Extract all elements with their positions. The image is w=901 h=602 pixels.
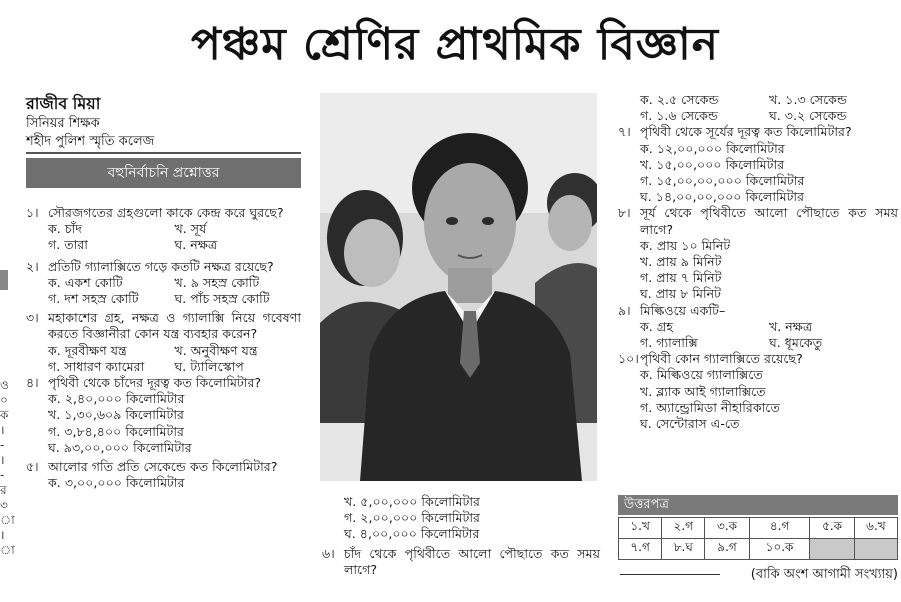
answer-cell: ৮.ঘ (662, 539, 705, 560)
author-institution: শহীদ পুলিশ স্মৃতি কলেজ (26, 134, 155, 149)
question-4: ৪। পৃথিবী থেকে চাঁদের দূরত্ব কত কিলোমিটার? (26, 375, 262, 391)
student-photo (320, 93, 597, 481)
author-byline (26, 93, 154, 151)
answer-cell: ৭.গ (619, 539, 662, 560)
question-1: ১। সৌরজগতের গ্রহগুলো কাকে কেন্দ্র করে ঘুরছে? (26, 205, 284, 220)
question-8: ৮। সূর্য থেকে পৃথিবীতে আলো পৌছাতে কত সময় লাগে? (618, 205, 898, 237)
continued-note: (বাকি অংশ আগামী সংখ্যায়) (750, 567, 898, 582)
edge-text-fragment: ও ০ ক । - । - র ৩ া । া (0, 378, 15, 557)
question-2-options: ক. একশ কোটি খ. ৯ সহস্র কোটি গ. দশ সহস্র কোটি ঘ. পাঁচ সহস্র কোটি (48, 274, 270, 307)
question-9-options: ক. গ্রহ খ. নক্ষত্র গ. গ্যালাক্সি ঘ. ধূমকেতু (640, 318, 823, 351)
answer-cell: ৩.ক (705, 518, 749, 539)
question-10: ১০। পৃথিবী কোন গ্যালাক্সিতে রয়েছে? (618, 351, 803, 367)
byline-divider (26, 152, 301, 154)
page-title: পঞ্চম শ্রেণির প্রাথমিক বিজ্ঞান (190, 19, 720, 70)
answer-row-2 (619, 539, 898, 560)
question-5: ৫। আলোর গতি প্রতি সেকেন্ডে কত কিলোমিটার? (26, 459, 278, 475)
answer-key-table (618, 517, 898, 560)
question-3-options: ক. দূরবীক্ষণ যন্ত্র খ. অনুবীক্ষণ যন্ত্র গ. সাধারণ ক্যামেরা ঘ. ট্যালিস্কোপ (48, 342, 258, 374)
question-10-options: ক. মিল্কিওয়ে গ্যালাক্সিতে খ. ব্ল্যাক আই গ্যালাক্সিতে গ. অ্যান্ড্রোমিডা নীহারিকাতে ঘ. সেন্টোরাস এ-তে (640, 367, 780, 432)
question-4-options: ক. ২,৪০,০০০ কিলোমিটার খ. ১,৩০,৬০৯ কিলোমিটার গ. ৩,৮৪,৪০০ কিলোমিটার ঘ. ৯৩,০০,০০০ কিলোমিটার (48, 391, 192, 455)
question-9: ৯। মিল্কিওয়ে একটি– (618, 302, 726, 318)
answer-cell: ২.গ (662, 518, 705, 539)
answer-cell: ৫.ক (810, 518, 854, 539)
question-6: ৬। চাঁদ থেকে পৃথিবীতে আলো পৌছাতে কত সময় লাগে? (322, 545, 600, 577)
question-1-options: ক. চাঁদ খ. সূর্য গ. তারা ঘ. নক্ষত্র (48, 221, 218, 253)
student-photo-illustration (320, 93, 597, 481)
question-5-options: ক. ৩,০০,০০০ কিলোমিটার (48, 475, 185, 491)
question-3: ৩। মহাকাশের গ্রহ, নক্ষত্র ও গ্যালাক্সি নিয়ে গবেষণা করতে বিজ্ঞানীরা কোন যন্ত্র ব্যবহার করেন? (26, 310, 301, 342)
column-2 (322, 494, 600, 578)
question-6-options: ক. ২.৫ সেকেন্ড খ. ১.৩ সেকেন্ড গ. ১.৬ সেকেন্ড ঘ. ৩.২ সেকেন্ড (640, 92, 847, 124)
author-name: রাজীব মিয়া (26, 94, 101, 113)
answer-cell-empty (810, 539, 854, 560)
column-3 (618, 92, 898, 432)
question-2: ২। প্রতিটি গ্যালাক্সিতে গড়ে কতটি নক্ষত্র রয়েছে? (26, 258, 274, 274)
answer-cell: ৪.গ (749, 518, 810, 539)
author-role: সিনিয়র শিক্ষক (26, 116, 100, 131)
answer-cell: ১০.ক (749, 539, 810, 560)
section-heading: বহুনির্বাচনি প্রশ্নোত্তর (26, 158, 301, 188)
answer-cell: ১.খ (619, 518, 662, 539)
question-8-options: ক. প্রায় ১০ মিনিট খ. প্রায় ৯ মিনিট গ. প্রায় ৭ মিনিট ঘ. প্রায় ৮ মিনিট (640, 237, 731, 302)
answer-cell: ৯.গ (705, 539, 749, 560)
question-7-options: ক. ১২,০০,০০০ কিলোমিটার খ. ১৫,০০,০০০ কিলোমিটার গ. ১৫,০০,০০,০০০ কিলোমিটার ঘ. ১৪,০০,০০,০০০ কিলোমিটার (640, 140, 805, 205)
answer-cell-empty (854, 539, 897, 560)
column-1 (26, 205, 301, 491)
answer-row-1 (619, 518, 898, 539)
answer-key-heading: উত্তরপত্র (618, 495, 898, 515)
edge-gray-mark (0, 270, 8, 290)
question-5-remaining-options: খ. ৫,০০,০০০ কিলোমিটার গ. ২,০০,০০০ কিলোমিটার ঘ. ৪,০০,০০০ কিলোমিটার (344, 494, 480, 542)
question-7: ৭। পৃথিবী থেকে সূর্যের দূরত্ব কত কিলোমিটার? (618, 124, 852, 140)
answer-cell: ৬.খ (854, 518, 897, 539)
